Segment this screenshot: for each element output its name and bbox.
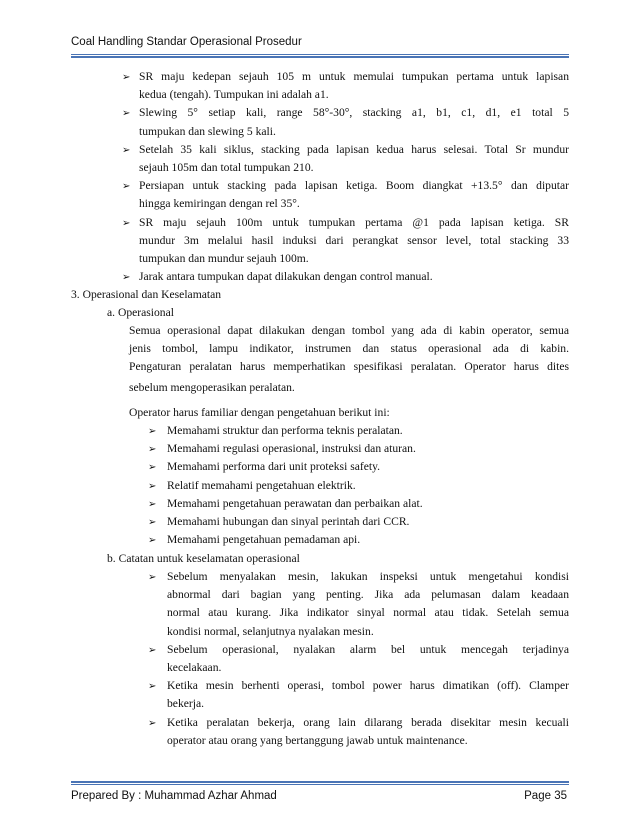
- bullet-item: [122, 68, 569, 104]
- bullet-item: [148, 422, 569, 440]
- bullet-item: [148, 477, 569, 495]
- text-line: abnormal dari bagian yang penting. Jika ada pelumasan dalam keadaan: [167, 588, 569, 602]
- text-line: Memahami hubungan dan sinyal perintah dari CCR.: [167, 515, 410, 529]
- arrow-bullet-icon: ➢: [148, 444, 157, 456]
- safety-notes-list: [148, 568, 569, 750]
- footer-page-number: Page 35: [524, 790, 567, 802]
- bullet-item: [148, 568, 569, 641]
- arrow-bullet-icon: ➢: [122, 108, 131, 120]
- text-line: Memahami pengetahuan pemadaman api.: [167, 533, 361, 547]
- text-line: Relatif memahami pengetahuan elektrik.: [167, 478, 356, 492]
- arrow-bullet-icon: ➢: [122, 272, 131, 284]
- text-line: Ketika mesin berhenti operasi, tombol power harus dimatikan (off). Clamper: [167, 679, 569, 693]
- header-rule: [71, 54, 569, 55]
- text-line: sejauh 105m dan total tumpukan 210.: [139, 161, 314, 175]
- section-3-title: 3. Operasional dan Keselamatan: [71, 288, 222, 301]
- bullet-item: [148, 641, 569, 677]
- arrow-bullet-icon: ➢: [148, 681, 157, 693]
- footer-rule: [71, 784, 569, 785]
- arrow-bullet-icon: ➢: [148, 426, 157, 437]
- header-rule-thick: [71, 56, 569, 58]
- subsection-b-title: b. Catatan untuk keselamatan operasional: [107, 552, 300, 565]
- text-line: Memahami struktur dan performa teknis peralatan.: [167, 424, 403, 437]
- bullet-item: [148, 513, 569, 531]
- text-line: Semua operasional dapat dilakukan dengan tombol yang ada di kabin operator, semua: [129, 324, 569, 337]
- arrow-bullet-icon: ➢: [148, 517, 157, 529]
- text-line: sebelum mengoperasikan peralatan.: [129, 380, 295, 394]
- text-line: mundur 3m melalui hasil induksi dari perangkat sensor level, total stacking 33: [139, 233, 569, 247]
- arrow-bullet-icon: ➢: [148, 572, 157, 583]
- bullet-item: [122, 214, 569, 269]
- text-line: Persiapan untuk stacking pada lapisan ketiga. Boom diangkat +13.5° dan diputar: [139, 179, 569, 193]
- text-line: SR maju kedepan sejauh 105 m untuk memulai tumpukan pertama untuk lapisan: [139, 70, 569, 83]
- text-line: jenis tombol, lampu indikator, instrumen dan status operasional ada di kabin.: [129, 342, 569, 356]
- text-line: Memahami performa dari unit proteksi safety.: [167, 460, 381, 474]
- bullet-item: [122, 177, 569, 213]
- text-line: Sebelum menyalakan mesin, lakukan inspeksi untuk mengetahui kondisi: [167, 570, 569, 583]
- operator-knowledge-list: [148, 422, 569, 549]
- text-line: normal atau kurang. Jika indikator sinyal normal atau tidak. Setelah semua: [167, 606, 569, 620]
- page-header: Coal Handling Standar Operasional Prosedur: [71, 36, 302, 48]
- arrow-bullet-icon: ➢: [148, 644, 157, 656]
- text-line: Memahami regulasi operasional, instruksi dan aturan.: [167, 442, 416, 456]
- bullet-item: [122, 141, 569, 177]
- arrow-bullet-icon: ➢: [122, 181, 131, 193]
- text-line: Pengaturan peralatan harus memperhatikan spesifikasi peralatan. Operator harus dites: [129, 360, 569, 374]
- text-line: bekerja.: [167, 697, 205, 711]
- text-line: hingga kemiringan dengan rel 35°.: [139, 197, 300, 211]
- text-line: kedua (tengah). Tumpukan ini adalah a1.: [139, 88, 329, 102]
- text-line: tumpukan dan slewing 5 kali.: [139, 124, 276, 138]
- text-line: Sebelum operasional, nyalakan alarm bel untuk mencegah terjadinya: [167, 642, 569, 656]
- bullet-item: [122, 104, 569, 140]
- arrow-bullet-icon: ➢: [122, 144, 131, 156]
- arrow-bullet-icon: ➢: [122, 217, 131, 229]
- bullet-item: [148, 531, 569, 549]
- bullet-item: [148, 458, 569, 476]
- footer-rule-thick: [71, 781, 569, 783]
- text-line: Jarak antara tumpukan dapat dilakukan dengan control manual.: [139, 270, 433, 284]
- bullet-item: [148, 714, 569, 750]
- text-line: Setelah 35 kali siklus, stacking pada lapisan kedua harus selesai. Total Sr mundur: [139, 142, 569, 156]
- operasional-paragraph: [129, 322, 569, 397]
- top-bullet-list: [122, 68, 569, 286]
- text-line: kecelakaan.: [167, 661, 222, 675]
- operator-intro: Operator harus familiar dengan pengetahuan berikut ini:: [129, 406, 390, 419]
- arrow-bullet-icon: ➢: [122, 72, 131, 83]
- text-line: operator atau orang yang bertanggung jawab untuk maintenance.: [167, 733, 468, 747]
- bullet-item: [122, 268, 569, 286]
- text-line: Memahami pengetahuan perawatan dan perbaikan alat.: [167, 496, 423, 510]
- text-line: Ketika peralatan bekerja, orang lain dilarang berada disekitar mesin kecuali: [167, 715, 569, 729]
- arrow-bullet-icon: ➢: [148, 717, 157, 729]
- arrow-bullet-icon: ➢: [148, 480, 157, 492]
- arrow-bullet-icon: ➢: [148, 462, 157, 474]
- text-line: tumpukan dan mundur sejauh 100m.: [139, 252, 309, 266]
- arrow-bullet-icon: ➢: [148, 498, 157, 510]
- bullet-item: [148, 677, 569, 713]
- text-line: SR maju sejauh 100m untuk tumpukan pertama @1 pada lapisan ketiga. SR: [139, 215, 569, 229]
- footer-author: Prepared By : Muhammad Azhar Ahmad: [71, 790, 277, 802]
- text-line: Slewing 5° setiap kali, range 58°-30°, stacking a1, b1, c1, d1, e1 total 5: [139, 106, 569, 120]
- bullet-item: [148, 440, 569, 458]
- subsection-a-title: a. Operasional: [107, 306, 174, 319]
- bullet-item: [148, 495, 569, 513]
- arrow-bullet-icon: ➢: [148, 535, 157, 547]
- text-line: kondisi normal, selanjutnya nyalakan mesin.: [167, 624, 374, 638]
